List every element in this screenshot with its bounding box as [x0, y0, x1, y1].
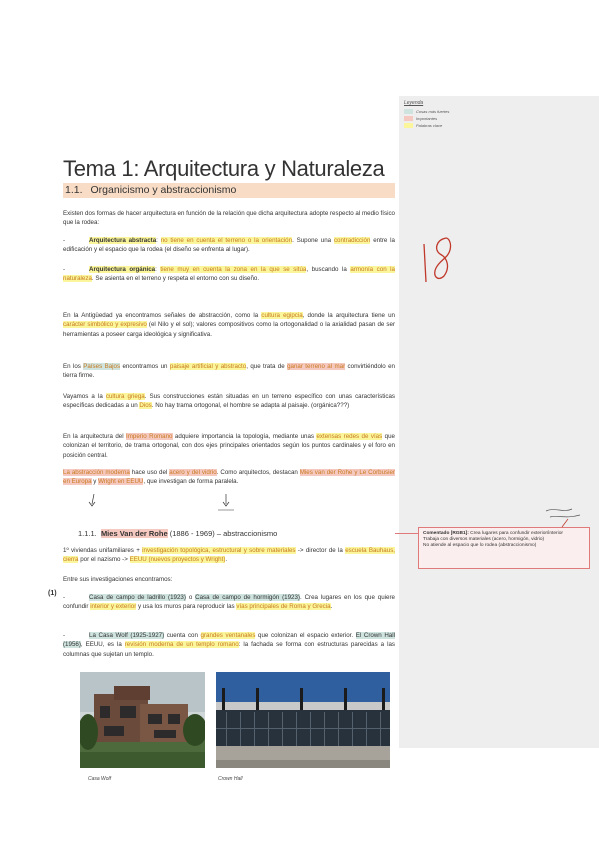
legend-item: [404, 108, 449, 114]
text: encontramos un: [120, 363, 170, 370]
page-title: Tema 1: Arquitectura y Naturaleza: [63, 156, 385, 181]
casa-wolf-photo: [80, 672, 205, 768]
highlight: armonía con la naturaleza: [63, 266, 396, 283]
text: , que investigan de forma paralela.: [143, 478, 239, 486]
text: convirtiéndolo en tierra firme.: [63, 363, 395, 380]
legend-label: Importantes: [416, 115, 438, 121]
highlight: cultura griega: [105, 393, 145, 400]
text: o: [185, 594, 196, 601]
bullet-country-houses: [63, 593, 395, 612]
paragraph-egypt: [63, 311, 395, 339]
paragraph-rome: [63, 432, 395, 460]
text: y usa los muros para reproducir las: [136, 603, 237, 611]
paragraph-mies: [63, 546, 395, 565]
legend-swatch-red: [404, 116, 413, 121]
text: que colonizan el espacio exterior.: [255, 632, 356, 639]
bullet-abstract: - Arquitectura abstracta: no tiene en cuenta el terreno o la orientación. Supone una contradicción entre la edificación y el espacio que la rodea (el diseño se enfrenta al lugar).: [63, 237, 395, 254]
highlight: EEUU (nuevos proyectos y Wright): [129, 556, 226, 564]
text: -> director de la: [295, 547, 346, 554]
comment-line: Crea lugares para confundir exterior/interior: [468, 531, 563, 536]
highlight: no tiene en cuenta el terreno o la orientación: [160, 237, 293, 244]
highlight: Dios: [139, 402, 152, 410]
text: que colonizan el territorio, de trama ortogonal, con dos ejes principales orientados según los puntos cardinales y el foro en posición central.: [63, 433, 395, 459]
comment-author: Comentado [RGB1]:: [423, 531, 469, 536]
text: , donde la arquitectura tiene un: [302, 312, 396, 319]
highlight: vías principales de Roma y Grecia: [236, 603, 331, 611]
highlight: La abstracción moderna: [63, 469, 130, 476]
highlight: paisaje artificial y abstracto: [169, 363, 247, 370]
handwritten-note-icon: [540, 505, 590, 529]
comment-bubble[interactable]: [418, 527, 590, 569]
highlight: cultura egipcia: [261, 312, 303, 319]
section-title: Organicismo y abstraccionismo: [90, 184, 237, 196]
text: .: [330, 603, 333, 611]
highlight: contradicción: [333, 237, 371, 244]
term: Arquitectura abstracta: [89, 237, 157, 244]
subsection-rest: (1886 - 1969) – abstraccionismo: [167, 529, 278, 538]
term: Arquitectura orgánica: [89, 266, 156, 273]
bullet-dash: -: [63, 594, 66, 601]
bullet-dash: -: [63, 266, 66, 273]
crown-hall-photo: [216, 672, 390, 768]
text: 1º viviendas unifamiliares +: [63, 547, 143, 554]
subsection-heading: [78, 529, 277, 538]
highlight: revisión moderna de un templo romano: [124, 641, 239, 649]
comment-line: No atiende al espacio que lo rodea (abstraccionismo): [423, 543, 537, 548]
paragraph-greece: [63, 392, 395, 411]
legend-item: [404, 122, 449, 128]
text: En los: [63, 363, 84, 370]
highlight: Imperio Romano: [126, 433, 173, 440]
text: . Como arquitectos, destacan: [216, 469, 300, 476]
intro-paragraph: Existen dos formas de hacer arquitectura en función de la relación que dicha arquitectura adopte respecto al medio físico que la rodea:: [63, 210, 395, 227]
highlight: extensas redes de vías: [316, 433, 383, 440]
text: adquiere importancia la topología, mediante unas: [172, 433, 317, 440]
highlight: Casa de campo de hormigón (1923): [195, 594, 300, 601]
highlight: grandes ventanales: [200, 632, 256, 639]
text: En la Antigüedad ya encontramos señales de abstracción, como la: [63, 312, 262, 319]
text: . Sus construcciones están situadas en un terreno específico con unas características específicas dedicadas a un: [63, 393, 395, 410]
comment-line: Trabaja con diversos materiales (acero, hormigón, vidrio): [423, 537, 545, 542]
legend-swatch-yellow: [404, 123, 413, 128]
text: hace uso del: [129, 469, 170, 476]
highlight: La Casa Wolf (1925-1927): [89, 632, 165, 639]
text: . No hay trama ortogonal, el hombre se adapta al paisaje. (orgánica???): [151, 402, 350, 410]
highlight: escuela Bauhaus, cierra: [63, 547, 396, 564]
highlight: tiene muy en cuenta la zona en la que se sitúa: [160, 266, 307, 273]
highlight: carácter simbólico y expresivo: [63, 321, 147, 329]
caption-crown-hall: Crown Hall: [218, 776, 243, 782]
text: por el nazismo ->: [78, 556, 130, 564]
legend: [404, 100, 449, 129]
bullet-organic: - Arquitectura orgánica: tiene muy en cuenta la zona en la que se sitúa, buscando la armonía con la naturaleza. Se asienta en el terreno y respeta el entorno con su diseño.: [63, 266, 396, 283]
text: . Se asienta en el terreno y respeta el entorno con su diseño.: [91, 275, 260, 283]
section-number: 1.1.: [65, 184, 83, 196]
comments-margin: [399, 96, 599, 748]
text: . Supone una: [292, 237, 334, 244]
text: cuenta con: [164, 632, 201, 639]
text: .: [225, 556, 228, 564]
highlight: investigación topológica, estructural y sobre materiales: [142, 547, 296, 554]
highlight: Wright en EEUU: [98, 478, 144, 486]
text: y: [91, 478, 99, 486]
legend-item: [404, 115, 449, 121]
paragraph-modern: [63, 468, 395, 487]
text: , EEUU, es la: [80, 641, 125, 649]
section-heading: [65, 184, 236, 196]
subsection-number: 1.1.1.: [78, 529, 97, 538]
text: (el Nilo y el sol); valores compositivos como la ortogonalidad o la axialidad pasan de ser herramientas a poseer carga ideológica y significativa.: [63, 321, 396, 338]
bullet-dash: -: [63, 237, 66, 244]
text: En la arquitectura del: [63, 433, 127, 440]
legend-label: Cosas más fuertes: [416, 108, 450, 114]
legend-label: Palabras clave: [416, 122, 443, 128]
legend-swatch-green: [404, 109, 413, 114]
margin-mark: (1): [48, 590, 57, 597]
text: entre la edificación y el espacio que la rodea (el diseño se enfrenta al lugar).: [63, 237, 395, 254]
highlight: interior y exterior: [90, 603, 137, 611]
caption-casa-wolf: Casa Wolf: [88, 776, 112, 782]
highlight: ganar terreno al mar: [287, 363, 346, 370]
highlight: El Crown Hall (1956): [63, 632, 395, 649]
legend-title: Leyenda: [404, 100, 424, 106]
paragraph-netherlands: [63, 362, 395, 381]
text: , buscando la: [306, 266, 351, 273]
text: , que trata de: [246, 363, 288, 370]
comment-connector: [395, 533, 418, 534]
highlight: Mies van der Rohe y Le Corbusier en Europa: [63, 469, 395, 486]
handwritten-arrows-icon: [88, 490, 248, 514]
text: Vayamos a la: [63, 393, 106, 400]
highlight: Países Bajos: [83, 363, 121, 370]
highlight: acero y del vidrio: [169, 469, 217, 476]
text: . Crea lugares en los que quiere confundir: [63, 594, 395, 611]
highlight: Casa de campo de ladrillo (1923): [89, 594, 186, 601]
paragraph-investigations: Entre sus investigaciones encontramos:: [63, 576, 173, 583]
bullet-dash: -: [63, 632, 66, 639]
text: : la fachada se forma con estructuras parecidas a las columnas que sujetan un templo.: [63, 641, 396, 658]
bullet-wolf-crown: [63, 631, 395, 659]
subsection-name: Mies Van der Rohe: [100, 529, 168, 538]
handwritten-number-icon: [420, 232, 456, 286]
